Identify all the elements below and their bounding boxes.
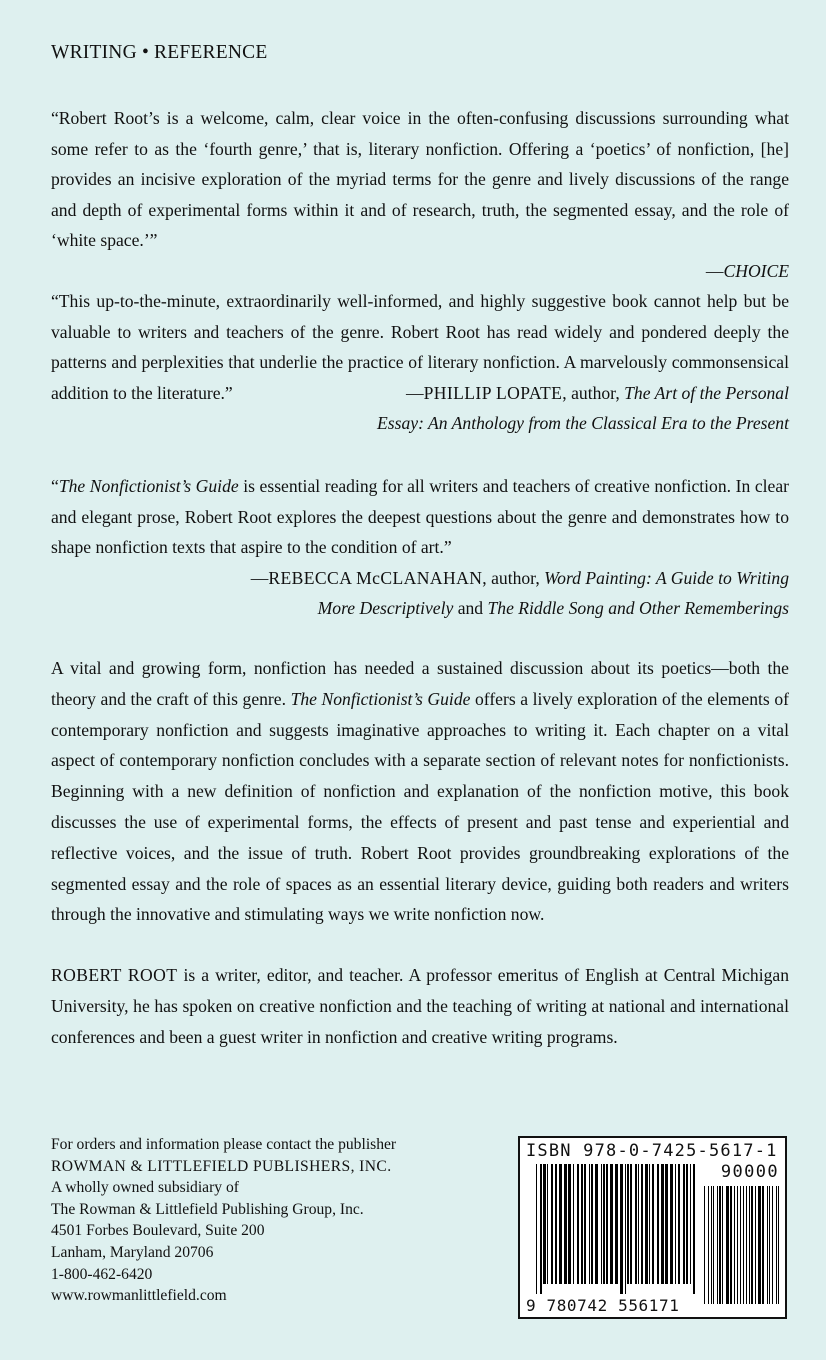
review-quote: is essential reading for all writers and teachers of creative nonfiction. In clear and elegant prose, Robert Root explores the deepest questions about the genre and demonstrates how to shape nonfiction texts that aspire to the condition of art.” [51, 476, 789, 558]
barcode-bar [589, 1164, 590, 1284]
review-choice [51, 103, 789, 287]
barcode-bar [726, 1186, 729, 1304]
barcode-bar [711, 1186, 712, 1304]
street-address: 4501 Forbes Boulevard, Suite 200 [51, 1222, 265, 1240]
barcode-bar [603, 1164, 605, 1284]
description-book-title: The Nonfictionist’s Guide [290, 688, 471, 709]
review-author: REBECCA McCLANAHAN [268, 567, 483, 588]
book-title: The Art of the Personal [624, 382, 789, 403]
price-addon-digits: 90000 [720, 1162, 779, 1182]
barcode-bar [641, 1164, 643, 1284]
barcode-bars-main [536, 1164, 696, 1294]
barcode-bar [573, 1164, 574, 1284]
review-quote: “This up-to-the-minute, extraordinarily well-informed, and highly suggestive book cannot help but be valuable to writers and teachers of the genre. Robert Root has read widely and pondered deeply the patterns and perplexities that underlie the practice of literary nonfiction. A marvelously commonsensical addition to the literature.” [51, 291, 789, 403]
barcode-bar [627, 1164, 629, 1284]
barcode-bar [693, 1164, 695, 1294]
bio-body: is a writer, editor, and teacher. A professor emeritus of English at Central Michigan University, he has spoken on creative nonfiction and the teaching of writing at national and international conferences and been a guest writer in nonfiction and creative writing programs. [51, 965, 789, 1047]
barcode-bar [630, 1164, 632, 1284]
publisher-contact [51, 1134, 396, 1307]
barcode-bar [547, 1164, 548, 1284]
barcode-bar [536, 1164, 537, 1294]
review-attribution: —PHILLIP LOPATE, author, The Art of the Personal [406, 382, 789, 403]
review-source: CHOICE [723, 260, 789, 281]
barcode-bar [767, 1186, 768, 1304]
barcode-bar [769, 1186, 770, 1304]
author-suffix: , author, [562, 382, 625, 403]
barcode-bar [746, 1186, 747, 1304]
review-attribution-line2 [51, 593, 789, 624]
barcode-bar [559, 1164, 562, 1284]
barcode-bar [719, 1186, 721, 1304]
barcode-bar [577, 1164, 579, 1284]
barcode-bar [568, 1164, 571, 1284]
barcode-bar [743, 1186, 744, 1304]
publisher-name: ROWMAN & LITTLEFIELD PUBLISHERS, INC. [51, 1157, 392, 1175]
review-text: “The Nonfictionist’s Guide is essential reading for all writers and teachers of creative nonfiction. In clear and elegant prose, Robert Root explores the deepest questions about the genre and demonstrates how to shape nonfiction texts that aspire to the condition of art.” [51, 476, 789, 558]
barcode-bar [772, 1186, 773, 1304]
barcode-bar [730, 1186, 732, 1304]
review-book-title: The Nonfictionist’s Guide [58, 476, 239, 496]
barcode-bar [690, 1164, 691, 1284]
isbn-label: ISBN 978-0-7425-5617-1 [526, 1141, 778, 1161]
review-author: PHILLIP LOPATE [423, 382, 563, 403]
review-attribution: —CHOICE [705, 260, 789, 281]
barcode-bar [704, 1186, 705, 1304]
barcode-bar [661, 1164, 664, 1284]
barcode-bar [551, 1164, 553, 1284]
barcode-bar [708, 1186, 709, 1304]
category-label: WRITING • REFERENCE [51, 42, 268, 63]
city-address: Lanham, Maryland 20706 [51, 1243, 214, 1261]
barcode-bar [758, 1186, 761, 1304]
book-title-continued: Essay: An Anthology from the Classical Era to the Present [377, 413, 789, 434]
barcode-bar [555, 1164, 557, 1284]
barcode-bar [755, 1186, 756, 1304]
author-bio [51, 960, 789, 1052]
barcode-bar [675, 1164, 676, 1284]
barcode-bar [686, 1164, 688, 1284]
barcode-bar [564, 1164, 567, 1284]
barcode-bar [778, 1186, 779, 1304]
book-title-continued: More Descriptively [317, 598, 454, 619]
barcode-bar [652, 1164, 654, 1284]
book-title: Word Painting: A Guide to Writing [544, 567, 789, 588]
barcode-bar [713, 1186, 714, 1304]
barcode-bar [595, 1164, 598, 1284]
description-text [51, 653, 789, 930]
barcode-bar [751, 1186, 753, 1304]
barcode-bar [737, 1186, 738, 1304]
barcode-bar [683, 1164, 685, 1284]
barcode-bar [734, 1186, 735, 1304]
back-cover [51, 0, 789, 1360]
bio-author-name: ROBERT ROOT [51, 965, 178, 985]
barcode-bar [762, 1186, 764, 1304]
review-attribution: —REBECCA McCLANAHAN, author, Word Painting: A Guide to Writing [250, 567, 789, 588]
barcode-digits: 9 780742 556171 [526, 1296, 680, 1315]
barcode-bar [665, 1164, 668, 1284]
barcode-bar [581, 1164, 583, 1284]
barcode-bar [606, 1164, 608, 1284]
barcode-bar [740, 1186, 741, 1304]
conjunction: and [453, 598, 488, 619]
barcode-bar [601, 1164, 602, 1284]
author-suffix: , author, [482, 567, 545, 588]
barcode-bar [543, 1164, 546, 1284]
book-description [51, 653, 789, 930]
barcode-bar [657, 1164, 659, 1284]
review-text: “Robert Root’s is a welcome, calm, clear voice in the often-confusing discussions surrounding what some refer to as the ‘fourth genre,’ that is, literary nonfiction. Offering a ‘poetics’ of nonfiction, [he] provides an incisive exploration of the myriad terms for the genre and lively discussions of the range and depth of experimental forms within it and of research, truth, the segmented essay, and the role of ‘white space.’” [51, 108, 789, 251]
barcode-bar [635, 1164, 637, 1284]
barcode-bar [610, 1164, 613, 1284]
barcode-bar [717, 1186, 718, 1304]
barcode-bar [678, 1164, 680, 1284]
barcode-bar [540, 1164, 542, 1294]
bio-text [51, 960, 789, 1052]
phone-number: 1-800-462-6420 [51, 1265, 153, 1283]
review-text [51, 286, 789, 408]
barcode-bar [776, 1186, 777, 1304]
barcode-bar [645, 1164, 648, 1284]
barcode-bar [620, 1164, 623, 1294]
barcode-bar [749, 1186, 750, 1304]
barcode-bar [584, 1164, 586, 1284]
website: www.rowmanlittlefield.com [51, 1287, 227, 1305]
description-part: A vital and growing form, nonfiction has needed a sustained discussion about its poetics—both the theory and the craft of this genre. [51, 658, 789, 709]
description-part: offers a lively exploration of the elements of contemporary nonfiction and suggests imaginative approaches to writing it. Each chapter on a vital aspect of contemporary nonfiction concludes with a separate section of relevant notes for nonfictionists. Beginning with a new definition of nonfiction and explanation of the nonfiction motive, this book discusses the use of experimental forms, the effects of present and past tense and experiential and reflective voices, and the issue of truth. Robert Root provides groundbreaking explorations of the segmented essay and the role of spaces as an essential literary device, guiding both readers and writers through the innovative and stimulating ways we write nonfiction now. [51, 688, 789, 925]
barcode-bars-addon [704, 1186, 780, 1314]
isbn-barcode [518, 1136, 787, 1319]
barcode-bar [615, 1164, 618, 1284]
barcode-bar [722, 1186, 723, 1304]
review-mcclanahan [51, 471, 789, 624]
barcode-bar [649, 1164, 650, 1284]
subsidiary-note: A wholly owned subsidiary of [51, 1179, 239, 1197]
barcode-bar [670, 1164, 673, 1284]
barcode-bar [638, 1164, 639, 1284]
barcode-bar [625, 1164, 626, 1294]
review-lopate [51, 286, 789, 439]
second-book-title: The Riddle Song and Other Rememberings [487, 598, 789, 619]
parent-company: The Rowman & Littlefield Publishing Group, Inc. [51, 1200, 364, 1218]
barcode-bar [591, 1164, 593, 1284]
contact-intro: For orders and information please contact the publisher [51, 1136, 397, 1153]
